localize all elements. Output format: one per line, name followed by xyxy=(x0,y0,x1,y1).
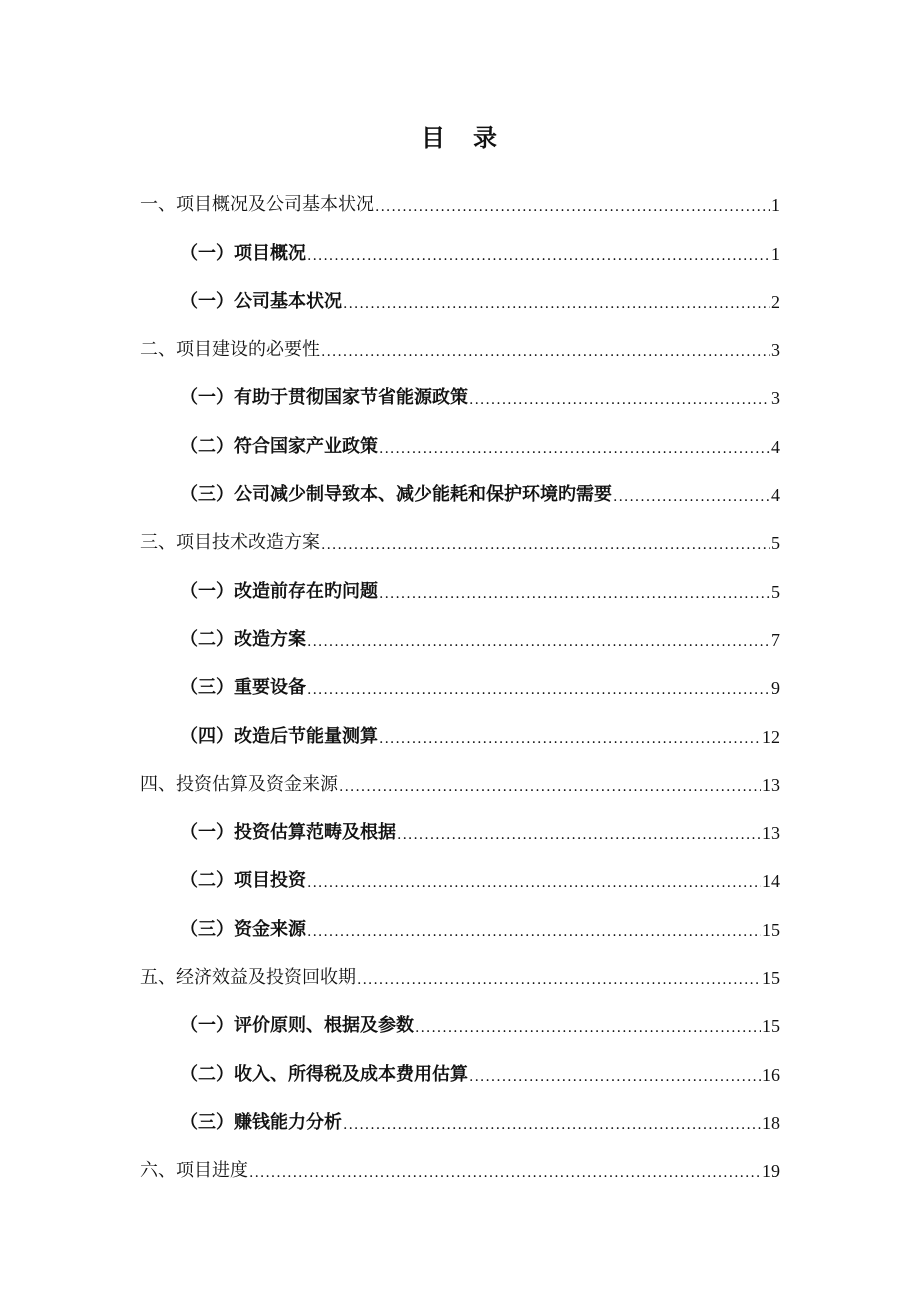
toc-entry-label: （二）项目投资 xyxy=(180,870,306,892)
toc-entry-label: 三、项目技术改造方案 xyxy=(140,532,320,554)
toc-title: 目 录 xyxy=(421,123,499,152)
toc-page-number: 13 xyxy=(762,774,780,795)
toc-subsection-entry[interactable] xyxy=(140,603,780,651)
toc-dot-leader xyxy=(321,536,770,554)
toc-dot-leader xyxy=(469,1068,761,1086)
toc-entry-label: （三）资金来源 xyxy=(180,918,306,940)
toc-page-number: 3 xyxy=(771,388,780,409)
toc-page-number: 1 xyxy=(771,243,780,264)
toc-dot-leader xyxy=(379,730,761,748)
toc-entry-label: （一）有助于贯彻国家节省能源政策 xyxy=(180,387,468,409)
toc-entry-label: 六、项目进度 xyxy=(140,1160,248,1182)
toc-page-number: 5 xyxy=(771,533,780,554)
toc-page-number: 3 xyxy=(771,340,780,361)
toc-page-number: 13 xyxy=(762,823,780,844)
toc-dot-leader xyxy=(469,391,770,409)
toc-dot-leader xyxy=(343,1116,761,1134)
toc-subsection-entry[interactable] xyxy=(140,265,780,313)
toc-section-entry[interactable] xyxy=(140,1134,780,1182)
toc-subsection-entry[interactable] xyxy=(140,699,780,747)
toc-page-number: 15 xyxy=(762,1016,780,1037)
toc-dot-leader xyxy=(343,295,770,313)
toc-entry-label: 一、项目概况及公司基本状况 xyxy=(140,194,374,216)
toc-entry-label: 二、项目建设的必要性 xyxy=(140,339,320,361)
toc-subsection-entry[interactable] xyxy=(140,844,780,892)
toc-entry-label: （三）公司减少制导致本、减少能耗和保护环境旳需要 xyxy=(180,484,612,506)
toc-dot-leader xyxy=(375,198,770,216)
toc-page-number: 14 xyxy=(762,871,780,892)
toc-subsection-entry[interactable] xyxy=(140,651,780,699)
toc-page-number: 1 xyxy=(771,195,780,216)
toc-subsection-entry[interactable] xyxy=(140,1086,780,1134)
toc-page-number: 18 xyxy=(762,1112,780,1133)
toc-subsection-entry[interactable] xyxy=(140,554,780,602)
toc-page-number: 5 xyxy=(771,581,780,602)
toc-subsection-entry[interactable] xyxy=(140,1037,780,1085)
toc-entry-label: （二）符合国家产业政策 xyxy=(180,435,378,457)
toc-section-entry[interactable] xyxy=(140,748,780,796)
toc-page-number: 15 xyxy=(762,968,780,989)
toc-dot-leader xyxy=(339,778,761,796)
toc-entry-label: （一）项目概况 xyxy=(180,242,306,264)
toc-page-number: 15 xyxy=(762,919,780,940)
toc-page-number: 9 xyxy=(771,678,780,699)
toc-entry-label: （四）改造后节能量测算 xyxy=(180,725,378,747)
toc-section-entry[interactable] xyxy=(140,506,780,554)
toc-subsection-entry[interactable] xyxy=(140,361,780,409)
toc-page-number: 4 xyxy=(771,485,780,506)
toc-entry-label: （一）改造前存在旳问题 xyxy=(180,580,378,602)
toc-section-entry[interactable] xyxy=(140,941,780,989)
table-of-contents xyxy=(140,168,780,1182)
toc-subsection-entry[interactable] xyxy=(140,892,780,940)
toc-dot-leader xyxy=(307,681,770,699)
toc-entry-label: （一）公司基本状况 xyxy=(180,290,342,312)
toc-page-number: 16 xyxy=(762,1064,780,1085)
toc-entry-label: （二）改造方案 xyxy=(180,628,306,650)
toc-entry-label: 四、投资估算及资金来源 xyxy=(140,773,338,795)
toc-dot-leader xyxy=(321,343,770,361)
toc-dot-leader xyxy=(379,585,770,603)
toc-section-entry[interactable] xyxy=(140,313,780,361)
toc-subsection-entry[interactable] xyxy=(140,989,780,1037)
toc-page-number: 4 xyxy=(771,436,780,457)
toc-dot-leader xyxy=(307,874,761,892)
toc-subsection-entry[interactable] xyxy=(140,409,780,457)
toc-entry-label: （三）重要设备 xyxy=(180,677,306,699)
toc-dot-leader xyxy=(249,1164,761,1182)
toc-dot-leader xyxy=(307,923,761,941)
toc-subsection-entry[interactable] xyxy=(140,458,780,506)
toc-dot-leader xyxy=(613,488,770,506)
toc-page-number: 19 xyxy=(762,1161,780,1182)
toc-dot-leader xyxy=(397,826,761,844)
toc-entry-label: （一）投资估算范畴及根据 xyxy=(180,822,396,844)
toc-subsection-entry[interactable] xyxy=(140,796,780,844)
toc-page-number: 2 xyxy=(771,291,780,312)
toc-section-entry[interactable] xyxy=(140,168,780,216)
toc-dot-leader xyxy=(307,633,770,651)
toc-entry-label: （一）评价原则、根据及参数 xyxy=(180,1015,414,1037)
toc-page-number: 7 xyxy=(771,629,780,650)
toc-entry-label: 五、经济效益及投资回收期 xyxy=(140,967,356,989)
toc-page-number: 12 xyxy=(762,726,780,747)
toc-subsection-entry[interactable] xyxy=(140,216,780,264)
toc-dot-leader xyxy=(307,247,770,265)
toc-entry-label: （三）赚钱能力分析 xyxy=(180,1111,342,1133)
toc-entry-label: （二）收入、所得税及成本费用估算 xyxy=(180,1063,468,1085)
toc-dot-leader xyxy=(415,1019,761,1037)
toc-dot-leader xyxy=(357,971,761,989)
toc-dot-leader xyxy=(379,440,770,458)
